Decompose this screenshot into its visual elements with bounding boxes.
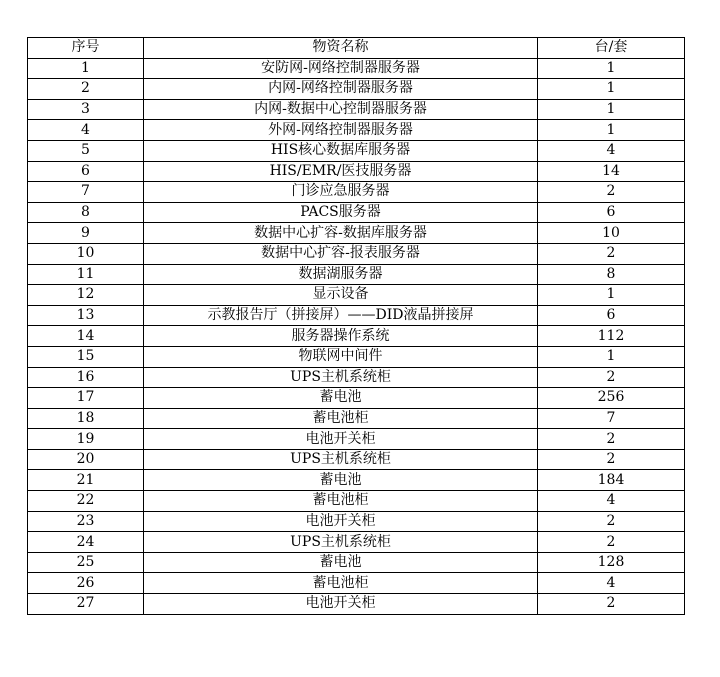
cell-item-name: 物联网中间件 bbox=[144, 346, 538, 367]
cell-seq: 3 bbox=[28, 99, 144, 120]
table-row bbox=[28, 161, 685, 182]
table-row bbox=[28, 491, 685, 512]
table-row bbox=[28, 470, 685, 491]
table-row bbox=[28, 367, 685, 388]
cell-quantity: 14 bbox=[538, 161, 685, 182]
table-row bbox=[28, 408, 685, 429]
cell-item-name: 电池开关柜 bbox=[144, 429, 538, 450]
cell-quantity: 2 bbox=[538, 243, 685, 264]
cell-seq: 23 bbox=[28, 511, 144, 532]
cell-item-name: 电池开关柜 bbox=[144, 594, 538, 615]
table-row bbox=[28, 285, 685, 306]
cell-quantity: 6 bbox=[538, 305, 685, 326]
cell-seq: 26 bbox=[28, 573, 144, 594]
cell-seq: 27 bbox=[28, 594, 144, 615]
cell-seq: 10 bbox=[28, 243, 144, 264]
cell-seq: 16 bbox=[28, 367, 144, 388]
inventory-table bbox=[27, 37, 685, 615]
cell-seq: 5 bbox=[28, 140, 144, 161]
table-row bbox=[28, 326, 685, 347]
cell-item-name: 数据湖服务器 bbox=[144, 264, 538, 285]
cell-quantity: 4 bbox=[538, 140, 685, 161]
table-row bbox=[28, 552, 685, 573]
cell-item-name: UPS主机系统柜 bbox=[144, 449, 538, 470]
cell-seq: 4 bbox=[28, 120, 144, 141]
table-row bbox=[28, 429, 685, 450]
cell-item-name: 蓄电池柜 bbox=[144, 491, 538, 512]
table-row bbox=[28, 346, 685, 367]
cell-quantity: 10 bbox=[538, 223, 685, 244]
cell-seq: 24 bbox=[28, 532, 144, 553]
cell-quantity: 1 bbox=[538, 99, 685, 120]
cell-item-name: HIS核心数据库服务器 bbox=[144, 140, 538, 161]
table-row bbox=[28, 532, 685, 553]
cell-seq: 15 bbox=[28, 346, 144, 367]
table-row bbox=[28, 140, 685, 161]
cell-seq: 13 bbox=[28, 305, 144, 326]
cell-quantity: 6 bbox=[538, 202, 685, 223]
table-row bbox=[28, 305, 685, 326]
cell-quantity: 256 bbox=[538, 388, 685, 409]
cell-item-name: 蓄电池柜 bbox=[144, 408, 538, 429]
cell-quantity: 1 bbox=[538, 285, 685, 306]
cell-quantity: 4 bbox=[538, 573, 685, 594]
cell-quantity: 2 bbox=[538, 511, 685, 532]
cell-seq: 18 bbox=[28, 408, 144, 429]
cell-quantity: 1 bbox=[538, 79, 685, 100]
cell-seq: 2 bbox=[28, 79, 144, 100]
cell-item-name: UPS主机系统柜 bbox=[144, 532, 538, 553]
table-row bbox=[28, 511, 685, 532]
table-row bbox=[28, 449, 685, 470]
cell-seq: 19 bbox=[28, 429, 144, 450]
cell-seq: 25 bbox=[28, 552, 144, 573]
table-row bbox=[28, 79, 685, 100]
cell-quantity: 2 bbox=[538, 182, 685, 203]
cell-item-name: 显示设备 bbox=[144, 285, 538, 306]
cell-quantity: 7 bbox=[538, 408, 685, 429]
cell-quantity: 1 bbox=[538, 58, 685, 79]
table-row bbox=[28, 120, 685, 141]
cell-item-name: PACS服务器 bbox=[144, 202, 538, 223]
cell-item-name: 服务器操作系统 bbox=[144, 326, 538, 347]
header-quantity: 台/套 bbox=[538, 38, 685, 59]
cell-item-name: 门诊应急服务器 bbox=[144, 182, 538, 203]
cell-item-name: 内网-网络控制器服务器 bbox=[144, 79, 538, 100]
cell-item-name: UPS主机系统柜 bbox=[144, 367, 538, 388]
cell-quantity: 2 bbox=[538, 449, 685, 470]
cell-seq: 11 bbox=[28, 264, 144, 285]
cell-item-name: 数据中心扩容-数据库服务器 bbox=[144, 223, 538, 244]
cell-seq: 17 bbox=[28, 388, 144, 409]
cell-seq: 1 bbox=[28, 58, 144, 79]
cell-quantity: 4 bbox=[538, 491, 685, 512]
cell-quantity: 1 bbox=[538, 346, 685, 367]
table-row bbox=[28, 182, 685, 203]
cell-item-name: 蓄电池 bbox=[144, 470, 538, 491]
table-row bbox=[28, 243, 685, 264]
cell-seq: 9 bbox=[28, 223, 144, 244]
cell-item-name: 电池开关柜 bbox=[144, 511, 538, 532]
table-row bbox=[28, 58, 685, 79]
cell-item-name: 安防网-网络控制器服务器 bbox=[144, 58, 538, 79]
cell-seq: 12 bbox=[28, 285, 144, 306]
cell-seq: 6 bbox=[28, 161, 144, 182]
cell-item-name: 示教报告厅（拼接屏）——DID液晶拼接屏 bbox=[144, 305, 538, 326]
table-row bbox=[28, 202, 685, 223]
table-body bbox=[28, 58, 685, 614]
cell-item-name: 蓄电池柜 bbox=[144, 573, 538, 594]
cell-seq: 8 bbox=[28, 202, 144, 223]
cell-quantity: 2 bbox=[538, 594, 685, 615]
cell-quantity: 184 bbox=[538, 470, 685, 491]
table-row bbox=[28, 223, 685, 244]
cell-quantity: 112 bbox=[538, 326, 685, 347]
table-header bbox=[28, 38, 685, 59]
table-row bbox=[28, 99, 685, 120]
cell-quantity: 2 bbox=[538, 532, 685, 553]
table-row bbox=[28, 573, 685, 594]
cell-item-name: 蓄电池 bbox=[144, 388, 538, 409]
cell-quantity: 2 bbox=[538, 367, 685, 388]
cell-quantity: 2 bbox=[538, 429, 685, 450]
table-row bbox=[28, 264, 685, 285]
cell-quantity: 128 bbox=[538, 552, 685, 573]
cell-quantity: 8 bbox=[538, 264, 685, 285]
cell-seq: 14 bbox=[28, 326, 144, 347]
header-item-name: 物资名称 bbox=[144, 38, 538, 59]
cell-seq: 7 bbox=[28, 182, 144, 203]
header-row bbox=[28, 38, 685, 59]
table-row bbox=[28, 594, 685, 615]
header-seq: 序号 bbox=[28, 38, 144, 59]
table-row bbox=[28, 388, 685, 409]
cell-item-name: HIS/EMR/医技服务器 bbox=[144, 161, 538, 182]
cell-item-name: 内网-数据中心控制器服务器 bbox=[144, 99, 538, 120]
cell-seq: 22 bbox=[28, 491, 144, 512]
cell-item-name: 外网-网络控制器服务器 bbox=[144, 120, 538, 141]
cell-seq: 20 bbox=[28, 449, 144, 470]
cell-seq: 21 bbox=[28, 470, 144, 491]
cell-item-name: 蓄电池 bbox=[144, 552, 538, 573]
cell-item-name: 数据中心扩容-报表服务器 bbox=[144, 243, 538, 264]
cell-quantity: 1 bbox=[538, 120, 685, 141]
